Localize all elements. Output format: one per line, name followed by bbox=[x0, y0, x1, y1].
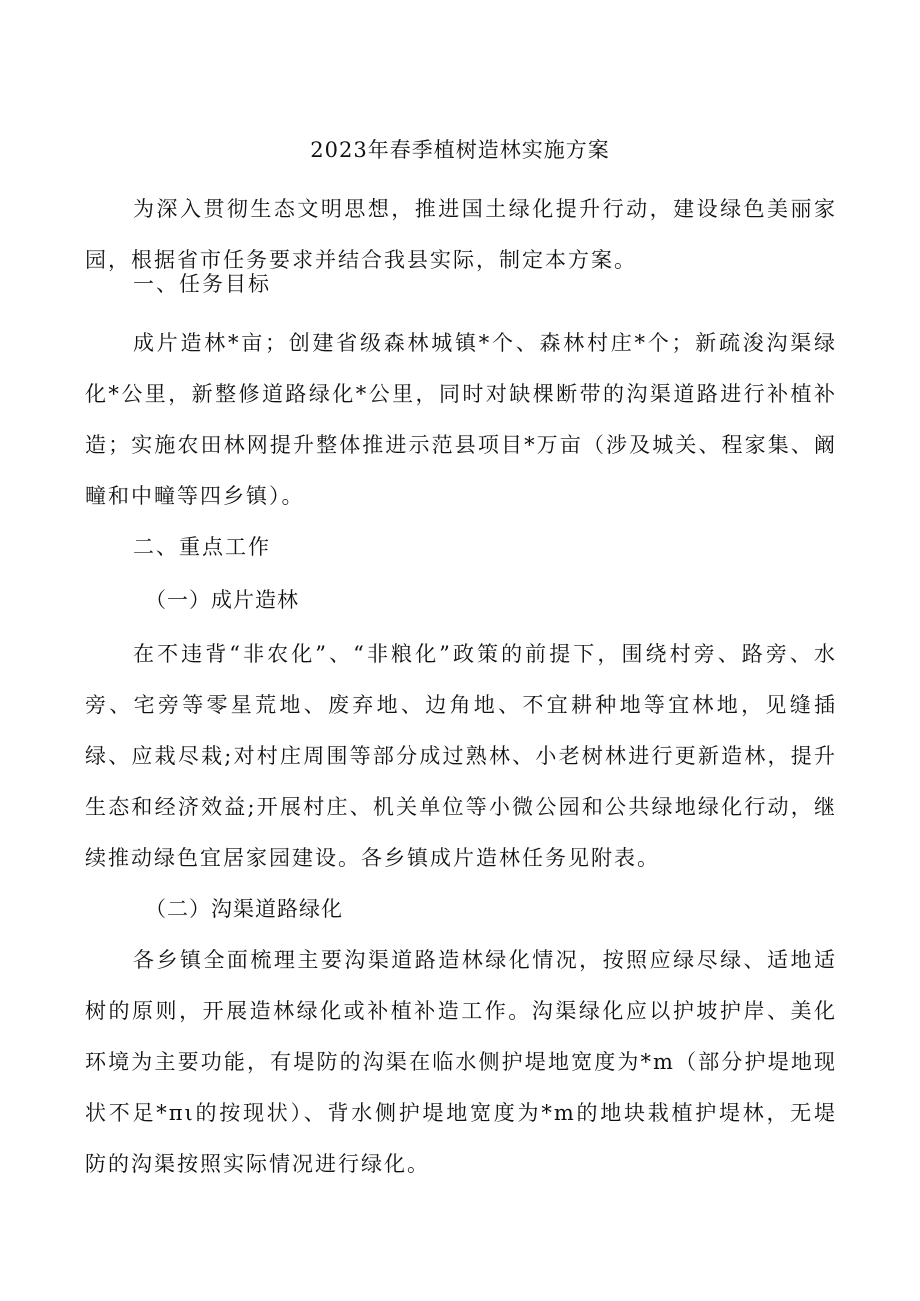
section-1-paragraph: 成片造林*亩；创建省级森林城镇*个、森林村庄*个；新疏浚沟渠绿化*公里，新整修道路绿化*公里，同时对缺棵断带的沟渠道路进行补植补造；实施农田林网提升整体推进示范县项目*万亩（涉及城关、程家集、阚疃和中疃等四乡镇）。 bbox=[85, 331, 837, 508]
intro-paragraph: 为深入贯彻生态文明思想，推进国土绿化提升行动，建设绿色美丽家园，根据省市任务要求并结合我县实际，制定本方案。 bbox=[85, 197, 837, 272]
section-1-heading: 一、任务目标 bbox=[133, 272, 271, 296]
section-2-heading: 二、重点工作 bbox=[133, 535, 271, 559]
subsection-2-paragraph: 各乡镇全面梳理主要沟渠道路造林绿化情况，按照应绿尽绿、适地适树的原则，开展造林绿化或补植补造工作。沟渠绿化应以护坡护岸、美化环境为主要功能，有堤防的沟渠在临水侧护堤地宽度为*m（部分护堤地现状不足*πι的按现状）、背水侧护堤地宽度为*m的地块栽植护堤林，无堤防的沟渠按照实际情况进行绿化。 bbox=[85, 948, 837, 1176]
subsection-1-heading: （一）成片造林 bbox=[145, 588, 299, 612]
subsection-1-paragraph: 在不违背“非农化”、“非粮化”政策的前提下，围绕村旁、路旁、水旁、宅旁等零星荒地、废弃地、边角地、不宜耕种地等宜林地，见缝插绿、应栽尽栽;对村庄周围等部分成过熟林、小老树林进行更新造林，提升生态和经济效益;开展村庄、机关单位等小微公园和公共绿地绿化行动，继续推动绿色宜居家园建设。各乡镇成片造林任务见附表。 bbox=[85, 642, 837, 870]
subsection-2-heading: （二）沟渠道路绿化 bbox=[145, 897, 343, 921]
document-title: 2023年春季植树造林实施方案 bbox=[310, 138, 610, 162]
